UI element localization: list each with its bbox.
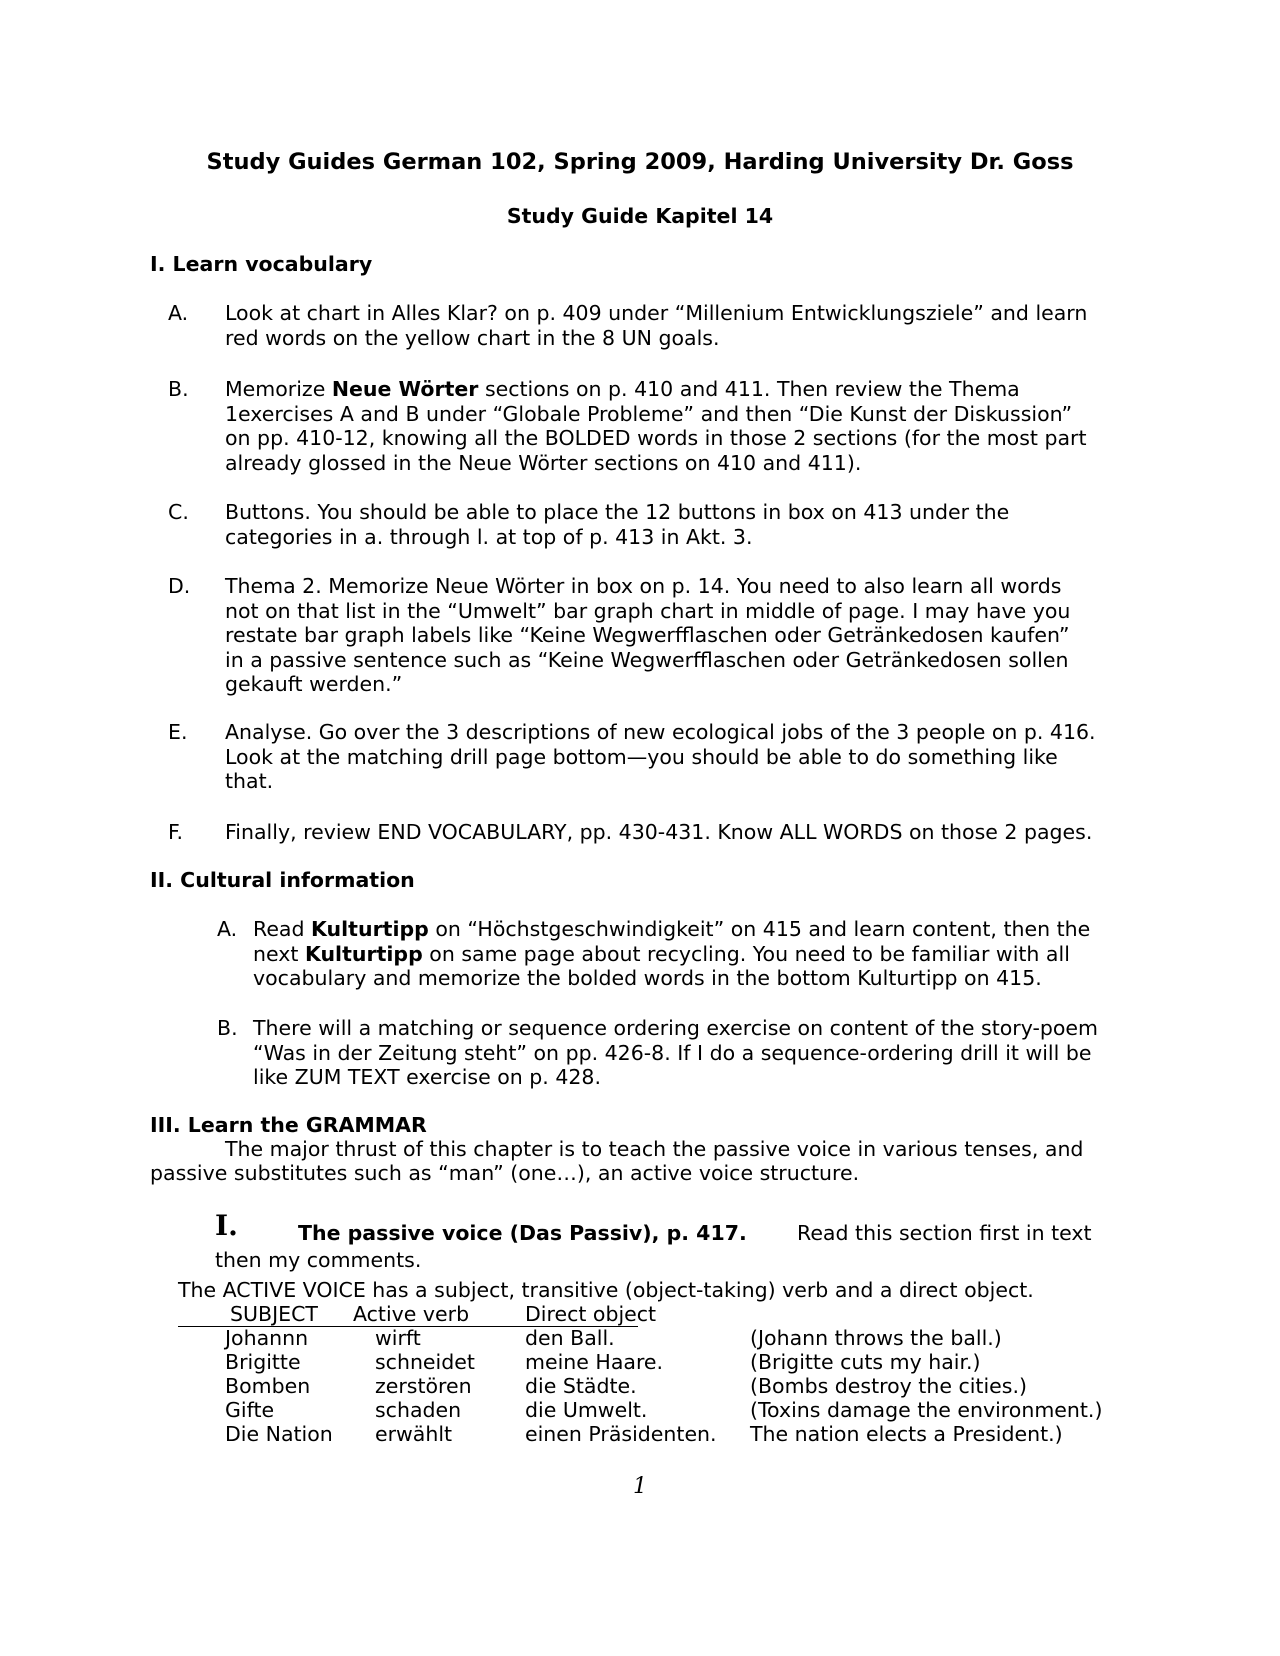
- table-cell: Die Nation: [225, 1422, 333, 1446]
- text-line: vocabulary and memorize the bolded words in the bottom Kulturtipp on 415.: [253, 966, 1042, 990]
- text-line: that.: [225, 769, 274, 793]
- item-letter: B.: [217, 1016, 238, 1040]
- text-line: Look at chart in Alles Klar? on p. 409 under “Millenium Entwicklungsziele” and learn: [225, 301, 1088, 325]
- table-cell: (Brigitte cuts my hair.): [750, 1350, 981, 1374]
- section-heading-vocabulary: I. Learn vocabulary: [150, 252, 373, 276]
- example-table: [178, 1302, 1178, 1462]
- text-line: categories in a. through l. at top of p. 413 in Akt. 3.: [225, 524, 753, 549]
- item-letter: F.: [168, 820, 184, 844]
- item-text: [225, 500, 1130, 549]
- text-line: Look at the matching drill page bottom—you should be able to do something like: [225, 744, 1058, 769]
- text-line: like ZUM TEXT exercise on p. 428.: [253, 1065, 601, 1089]
- table-cell: Gifte: [225, 1398, 275, 1422]
- table-cell: die Umwelt.: [525, 1398, 648, 1422]
- document-title: Study Guides German 102, Spring 2009, Harding University Dr. Goss: [206, 149, 1074, 175]
- active-voice-definition: The ACTIVE VOICE has a subject, transitive (object-taking) verb and a direct object.: [178, 1278, 1034, 1302]
- table-cell: wirft: [375, 1326, 421, 1350]
- bold-term: Kulturtipp: [304, 941, 423, 966]
- table-cell: schaden: [375, 1398, 462, 1422]
- item-text: [253, 917, 1133, 991]
- table-cell: den Ball.: [525, 1326, 615, 1350]
- table-header: Active verb: [353, 1302, 470, 1326]
- table-row: [0, 1398, 1280, 1423]
- grammar-intro-line: The major thrust of this chapter is to teach the passive voice in various tenses, and: [225, 1137, 1084, 1161]
- table-cell: erwählt: [375, 1422, 453, 1446]
- text-line: Buttons. You should be able to place the 12 buttons in box on 413 under the: [225, 500, 1010, 524]
- text-line: in a passive sentence such as “Keine Wegwerfflaschen oder Getränkedosen sollen: [225, 647, 1069, 672]
- table-cell: (Bombs destroy the cities.): [750, 1374, 1027, 1398]
- subsection-note-cont: then my comments.: [215, 1248, 422, 1272]
- section-heading-grammar: III. Learn the GRAMMAR: [150, 1113, 427, 1137]
- table-cell: Bomben: [225, 1374, 311, 1398]
- text-line: Finally, review END VOCABULARY, pp. 430-431. Know ALL WORDS on those 2 pages.: [225, 820, 1093, 844]
- text-line: “Was in der Zeitung steht” on pp. 426-8. If I do a sequence-ordering drill it will be: [253, 1040, 1092, 1065]
- table-cell: Johannn: [225, 1326, 309, 1350]
- text-line: Thema 2. Memorize Neue Wörter in box on p. 14. You need to also learn all words: [225, 574, 1062, 598]
- item-text: [225, 820, 1130, 845]
- table-cell: Brigitte: [225, 1350, 301, 1374]
- table-row: [0, 1350, 1280, 1375]
- table-cell: die Städte.: [525, 1374, 637, 1398]
- text-line: There will a matching or sequence ordering exercise on content of the story-poem: [253, 1016, 1099, 1040]
- table-header: SUBJECT: [230, 1302, 318, 1326]
- text-line: red words on the yellow chart in the 8 UN goals.: [225, 325, 720, 350]
- table-row: [0, 1374, 1280, 1399]
- table-cell: (Toxins damage the environment.): [750, 1398, 1103, 1422]
- item-text: [225, 720, 1130, 794]
- document-subtitle: Study Guide Kapitel 14: [506, 204, 774, 228]
- grammar-intro-line: passive substitutes such as “man” (one…), an active voice structure.: [150, 1161, 860, 1185]
- table-row: [0, 1422, 1280, 1447]
- page-number: 1: [633, 1474, 647, 1499]
- text-line: not on that list in the “Umwelt” bar graph chart in middle of page. I may have you: [225, 598, 1071, 623]
- table-cell: meine Haare.: [525, 1350, 664, 1374]
- roman-numeral: I.: [215, 1209, 238, 1242]
- text-line: next Kulturtipp on same page about recycling. You need to be familiar with all: [253, 941, 1070, 966]
- subsection-note: Read this section first in text: [797, 1221, 1092, 1245]
- subsection-heading: The passive voice (Das Passiv), p. 417.: [298, 1221, 747, 1245]
- table-header-row: [0, 1302, 1280, 1327]
- text-line: restate bar graph labels like “Keine Wegwerfflaschen oder Getränkedosen kaufen”: [225, 623, 1070, 647]
- item-letter: C.: [168, 500, 189, 524]
- text-line: gekauft werden.”: [225, 672, 403, 696]
- item-letter: A.: [168, 301, 189, 325]
- table-cell: schneidet: [375, 1350, 475, 1374]
- item-letter: E.: [168, 720, 188, 744]
- item-text: [253, 1016, 1133, 1090]
- bold-term: Neue Wörter: [331, 377, 479, 401]
- table-cell: (Johann throws the ball.): [750, 1326, 1002, 1350]
- item-text: [225, 377, 1130, 475]
- bold-term: Kulturtipp: [311, 917, 429, 941]
- section-heading-cultural: II. Cultural information: [150, 868, 415, 892]
- table-cell: einen Präsidenten.: [525, 1422, 717, 1446]
- item-text: [225, 301, 1130, 350]
- table-header: Direct object: [525, 1302, 657, 1326]
- table-row: [0, 1326, 1280, 1351]
- text-line: Read Kulturtipp on “Höchstgeschwindigkeit” on 415 and learn content, then the: [253, 917, 1091, 941]
- table-cell: The nation elects a President.): [750, 1422, 1063, 1446]
- item-text: [225, 574, 1130, 697]
- text-line: Analyse. Go over the 3 descriptions of new ecological jobs of the 3 people on p. 416.: [225, 720, 1096, 744]
- item-letter: B.: [168, 377, 189, 401]
- text-line: Memorize Neue Wörter sections on p. 410 and 411. Then review the Thema: [225, 377, 1020, 401]
- item-letter: A.: [217, 917, 238, 941]
- text-line: on pp. 410-12, knowing all the BOLDED words in those 2 sections (for the most part: [225, 426, 1087, 450]
- text-line: 1exercises A and B under “Globale Probleme” and then “Die Kunst der Diskussion”: [225, 401, 1073, 426]
- text-line: already glossed in the Neue Wörter sections on 410 and 411).: [225, 450, 862, 475]
- item-letter: D.: [168, 574, 191, 598]
- table-cell: zerstören: [375, 1374, 472, 1398]
